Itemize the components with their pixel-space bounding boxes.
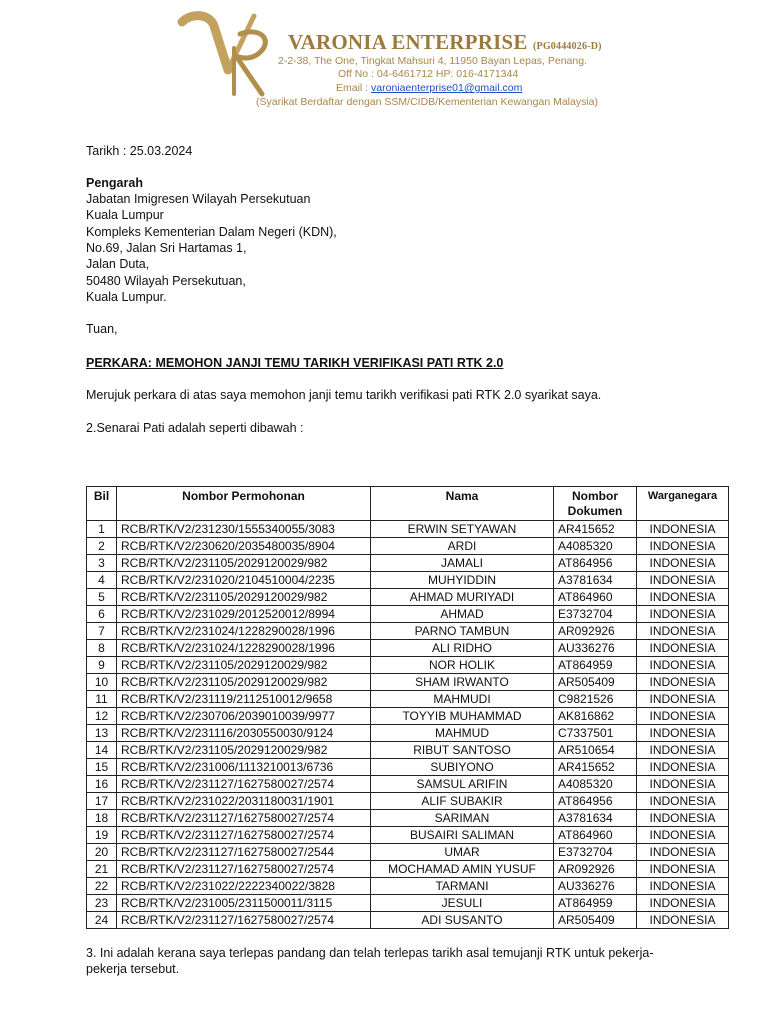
cell-nombor-dokumen: AR510654 (554, 742, 637, 759)
cell-bil: 24 (87, 912, 117, 929)
cell-nombor-permohonan: RCB/RTK/V2/231230/1555340055/3083 (117, 521, 371, 538)
company-registration: (Syarikat Berdaftar dengan SSM/CIDB/Kementerian Kewangan Malaysia) (256, 96, 598, 108)
cell-bil: 12 (87, 708, 117, 725)
email-link[interactable]: varoniaenterprise01@gmail.com (371, 82, 523, 94)
paragraph-1: Merujuk perkara di atas saya memohon janji temu tarikh verifikasi pati RTK 2.0 syarikat saya. (86, 388, 602, 402)
cell-warganegara: INDONESIA (637, 691, 729, 708)
table-body (87, 521, 729, 929)
cell-nombor-dokumen: C9821526 (554, 691, 637, 708)
cell-nombor-dokumen: AR092926 (554, 861, 637, 878)
cell-nombor-dokumen: AT864956 (554, 555, 637, 572)
recipient-line-5: No.69, Jalan Sri Hartamas 1, (86, 241, 247, 255)
header-nama: Nama (371, 487, 554, 521)
cell-bil: 7 (87, 623, 117, 640)
cell-nama: SAMSUL ARIFIN (371, 776, 554, 793)
cell-nombor-permohonan: RCB/RTK/V2/231006/1113210013/6736 (117, 759, 371, 776)
cell-warganegara: INDONESIA (637, 895, 729, 912)
cell-warganegara: INDONESIA (637, 674, 729, 691)
cell-bil: 10 (87, 674, 117, 691)
paragraph-2-number: 2. (86, 421, 97, 435)
company-logo (170, 8, 280, 100)
cell-warganegara: INDONESIA (637, 538, 729, 555)
cell-warganegara: INDONESIA (637, 793, 729, 810)
cell-bil: 9 (87, 657, 117, 674)
cell-nombor-dokumen: A4085320 (554, 538, 637, 555)
cell-warganegara: INDONESIA (637, 572, 729, 589)
cell-bil: 21 (87, 861, 117, 878)
cell-nombor-permohonan: RCB/RTK/V2/231105/2029120029/982 (117, 555, 371, 572)
paragraph-2 (86, 421, 304, 435)
cell-nombor-dokumen: AT864960 (554, 827, 637, 844)
cell-bil: 18 (87, 810, 117, 827)
cell-nama: NOR HOLIK (371, 657, 554, 674)
letterhead (0, 0, 768, 120)
cell-warganegara: INDONESIA (637, 708, 729, 725)
header-warganegara: Warganegara (637, 487, 729, 521)
cell-nombor-dokumen: AR092926 (554, 623, 637, 640)
cell-warganegara: INDONESIA (637, 861, 729, 878)
pati-table (86, 486, 729, 929)
cell-nombor-dokumen: C7337501 (554, 725, 637, 742)
cell-bil: 3 (87, 555, 117, 572)
cell-nombor-permohonan: RCB/RTK/V2/231127/1627580027/2574 (117, 810, 371, 827)
cell-bil: 5 (87, 589, 117, 606)
cell-nombor-permohonan: RCB/RTK/V2/231029/2012520012/8994 (117, 606, 371, 623)
cell-nombor-dokumen: AR415652 (554, 759, 637, 776)
cell-bil: 2 (87, 538, 117, 555)
cell-nombor-permohonan: RCB/RTK/V2/231105/2029120029/982 (117, 674, 371, 691)
table-row (87, 691, 729, 708)
cell-nama: PARNO TAMBUN (371, 623, 554, 640)
table-row (87, 572, 729, 589)
paragraph-3-line-2: pekerja tersebut. (86, 962, 180, 976)
table-row (87, 742, 729, 759)
cell-nama: RIBUT SANTOSO (371, 742, 554, 759)
recipient-line-2: Jabatan Imigresen Wilayah Persekutuan (86, 192, 311, 206)
cell-nombor-dokumen: A3781634 (554, 572, 637, 589)
recipient-line-8: Kuala Lumpur. (86, 290, 167, 304)
cell-nama: SARIMAN (371, 810, 554, 827)
cell-nama: TARMANI (371, 878, 554, 895)
paragraph-3-line-1: 3. Ini adalah kerana saya terlepas pandang dan telah terlepas tarikh asal temujanji RTK untuk pekerja- (86, 946, 654, 960)
cell-bil: 23 (87, 895, 117, 912)
cell-warganegara: INDONESIA (637, 606, 729, 623)
table-row (87, 861, 729, 878)
cell-nombor-permohonan: RCB/RTK/V2/231127/1627580027/2574 (117, 827, 371, 844)
cell-nombor-permohonan: RCB/RTK/V2/230706/2039010039/9977 (117, 708, 371, 725)
cell-nombor-dokumen: AR505409 (554, 912, 637, 929)
cell-nama: AHMAD MURIYADI (371, 589, 554, 606)
recipient-line-1: Pengarah (86, 176, 143, 190)
header-nombor-permohonan: Nombor Permohonan (117, 487, 371, 521)
paragraph-2-text: Senarai Pati adalah seperti dibawah : (96, 421, 304, 435)
cell-nombor-dokumen: E3732704 (554, 844, 637, 861)
table-row (87, 555, 729, 572)
recipient-line-7: 50480 Wilayah Persekutuan, (86, 274, 246, 288)
table-row (87, 793, 729, 810)
cell-nombor-dokumen: AR505409 (554, 674, 637, 691)
cell-nombor-permohonan: RCB/RTK/V2/230620/2035480035/8904 (117, 538, 371, 555)
cell-warganegara: INDONESIA (637, 878, 729, 895)
cell-nombor-dokumen: AR415652 (554, 521, 637, 538)
cell-nama: ALIF SUBAKIR (371, 793, 554, 810)
cell-nama: AHMAD (371, 606, 554, 623)
cell-bil: 14 (87, 742, 117, 759)
cell-nombor-permohonan: RCB/RTK/V2/231020/2104510004/2235 (117, 572, 371, 589)
table-row (87, 657, 729, 674)
table-row (87, 810, 729, 827)
company-email-line (336, 82, 522, 94)
cell-warganegara: INDONESIA (637, 623, 729, 640)
cell-warganegara: INDONESIA (637, 521, 729, 538)
cell-nama: ERWIN SETYAWAN (371, 521, 554, 538)
cell-nombor-permohonan: RCB/RTK/V2/231119/2112510012/9658 (117, 691, 371, 708)
cell-warganegara: INDONESIA (637, 640, 729, 657)
cell-bil: 13 (87, 725, 117, 742)
cell-nama: MAHMUDI (371, 691, 554, 708)
cell-warganegara: INDONESIA (637, 589, 729, 606)
cell-nombor-dokumen: AT864959 (554, 895, 637, 912)
cell-bil: 16 (87, 776, 117, 793)
cell-nama: MAHMUD (371, 725, 554, 742)
cell-warganegara: INDONESIA (637, 657, 729, 674)
cell-nombor-dokumen: AK816862 (554, 708, 637, 725)
cell-bil: 6 (87, 606, 117, 623)
cell-nombor-permohonan: RCB/RTK/V2/231024/1228290028/1996 (117, 640, 371, 657)
cell-nama: ALI RIDHO (371, 640, 554, 657)
company-reg-no: (PG0444026-D) (532, 41, 602, 52)
cell-bil: 15 (87, 759, 117, 776)
recipient-line-3: Kuala Lumpur (86, 208, 164, 222)
table-row (87, 623, 729, 640)
cell-bil: 19 (87, 827, 117, 844)
cell-warganegara: INDONESIA (637, 844, 729, 861)
table-header-row (87, 487, 729, 521)
cell-bil: 8 (87, 640, 117, 657)
company-phone: Off No : 04-6461712 HP: 016-4171344 (338, 68, 519, 80)
cell-nombor-dokumen: AT864960 (554, 589, 637, 606)
cell-nombor-permohonan: RCB/RTK/V2/231127/1627580027/2574 (117, 861, 371, 878)
logo-text: VR (170, 8, 172, 9)
cell-nama: UMAR (371, 844, 554, 861)
cell-nombor-permohonan: RCB/RTK/V2/231005/2311500011/3115 (117, 895, 371, 912)
cell-bil: 11 (87, 691, 117, 708)
cell-nama: MOCHAMAD AMIN YUSUF (371, 861, 554, 878)
cell-nombor-permohonan: RCB/RTK/V2/231022/2222340022/3828 (117, 878, 371, 895)
table-row (87, 640, 729, 657)
table-row (87, 538, 729, 555)
cell-nombor-permohonan: RCB/RTK/V2/231105/2029120029/982 (117, 657, 371, 674)
table-row (87, 827, 729, 844)
salutation: Tuan, (86, 322, 118, 336)
table-row (87, 708, 729, 725)
table-row (87, 674, 729, 691)
table-row (87, 759, 729, 776)
table-row (87, 912, 729, 929)
cell-nombor-dokumen: A3781634 (554, 810, 637, 827)
table-row (87, 589, 729, 606)
cell-nombor-dokumen: E3732704 (554, 606, 637, 623)
table-row (87, 776, 729, 793)
cell-warganegara: INDONESIA (637, 555, 729, 572)
cell-warganegara: INDONESIA (637, 912, 729, 929)
cell-bil: 22 (87, 878, 117, 895)
cell-nombor-permohonan: RCB/RTK/V2/231105/2029120029/982 (117, 589, 371, 606)
cell-bil: 20 (87, 844, 117, 861)
cell-nombor-permohonan: RCB/RTK/V2/231127/1627580027/2574 (117, 776, 371, 793)
table-row (87, 725, 729, 742)
letter-date: Tarikh : 25.03.2024 (86, 144, 193, 158)
cell-nombor-permohonan: RCB/RTK/V2/231024/1228290028/1996 (117, 623, 371, 640)
cell-nama: TOYYIB MUHAMMAD (371, 708, 554, 725)
cell-nama: MUHYIDDIN (371, 572, 554, 589)
cell-nama: SHAM IRWANTO (371, 674, 554, 691)
cell-nombor-permohonan: RCB/RTK/V2/231127/1627580027/2574 (117, 912, 371, 929)
email-label: Email : (336, 82, 372, 94)
cell-warganegara: INDONESIA (637, 759, 729, 776)
cell-bil: 17 (87, 793, 117, 810)
company-name-text: VARONIA ENTERPRISE (288, 30, 528, 54)
recipient-line-4: Kompleks Kementerian Dalam Negeri (KDN), (86, 225, 337, 239)
cell-nombor-dokumen: AT864956 (554, 793, 637, 810)
cell-warganegara: INDONESIA (637, 827, 729, 844)
cell-warganegara: INDONESIA (637, 776, 729, 793)
cell-nama: SUBIYONO (371, 759, 554, 776)
cell-warganegara: INDONESIA (637, 725, 729, 742)
cell-bil: 1 (87, 521, 117, 538)
company-name (288, 30, 602, 55)
cell-warganegara: INDONESIA (637, 742, 729, 759)
header-bil: Bil (87, 487, 117, 521)
company-address: 2-2-38, The One, Tingkat Mahsuri 4, 11950 Bayan Lepas, Penang. (278, 55, 587, 67)
cell-nombor-dokumen: AT864959 (554, 657, 637, 674)
table-row (87, 878, 729, 895)
cell-nama: JESULI (371, 895, 554, 912)
recipient-line-6: Jalan Duta, (86, 257, 150, 271)
cell-nombor-dokumen: A4085320 (554, 776, 637, 793)
cell-nama: JAMALI (371, 555, 554, 572)
cell-nombor-dokumen: AU336276 (554, 640, 637, 657)
cell-nombor-permohonan: RCB/RTK/V2/231127/1627580027/2544 (117, 844, 371, 861)
cell-nama: ARDI (371, 538, 554, 555)
table-row (87, 521, 729, 538)
header-nombor-dokumen: Nombor Dokumen (554, 487, 637, 521)
table-row (87, 895, 729, 912)
cell-nama: BUSAIRI SALIMAN (371, 827, 554, 844)
table-row (87, 844, 729, 861)
cell-warganegara: INDONESIA (637, 810, 729, 827)
cell-bil: 4 (87, 572, 117, 589)
cell-nombor-permohonan: RCB/RTK/V2/231022/2031180031/1901 (117, 793, 371, 810)
table-row (87, 606, 729, 623)
cell-nombor-dokumen: AU336276 (554, 878, 637, 895)
cell-nama: ADI SUSANTO (371, 912, 554, 929)
subject-line: PERKARA: MEMOHON JANJI TEMU TARIKH VERIFIKASI PATI RTK 2.0 (86, 356, 504, 370)
cell-nombor-permohonan: RCB/RTK/V2/231116/2030550030/9124 (117, 725, 371, 742)
cell-nombor-permohonan: RCB/RTK/V2/231105/2029120029/982 (117, 742, 371, 759)
